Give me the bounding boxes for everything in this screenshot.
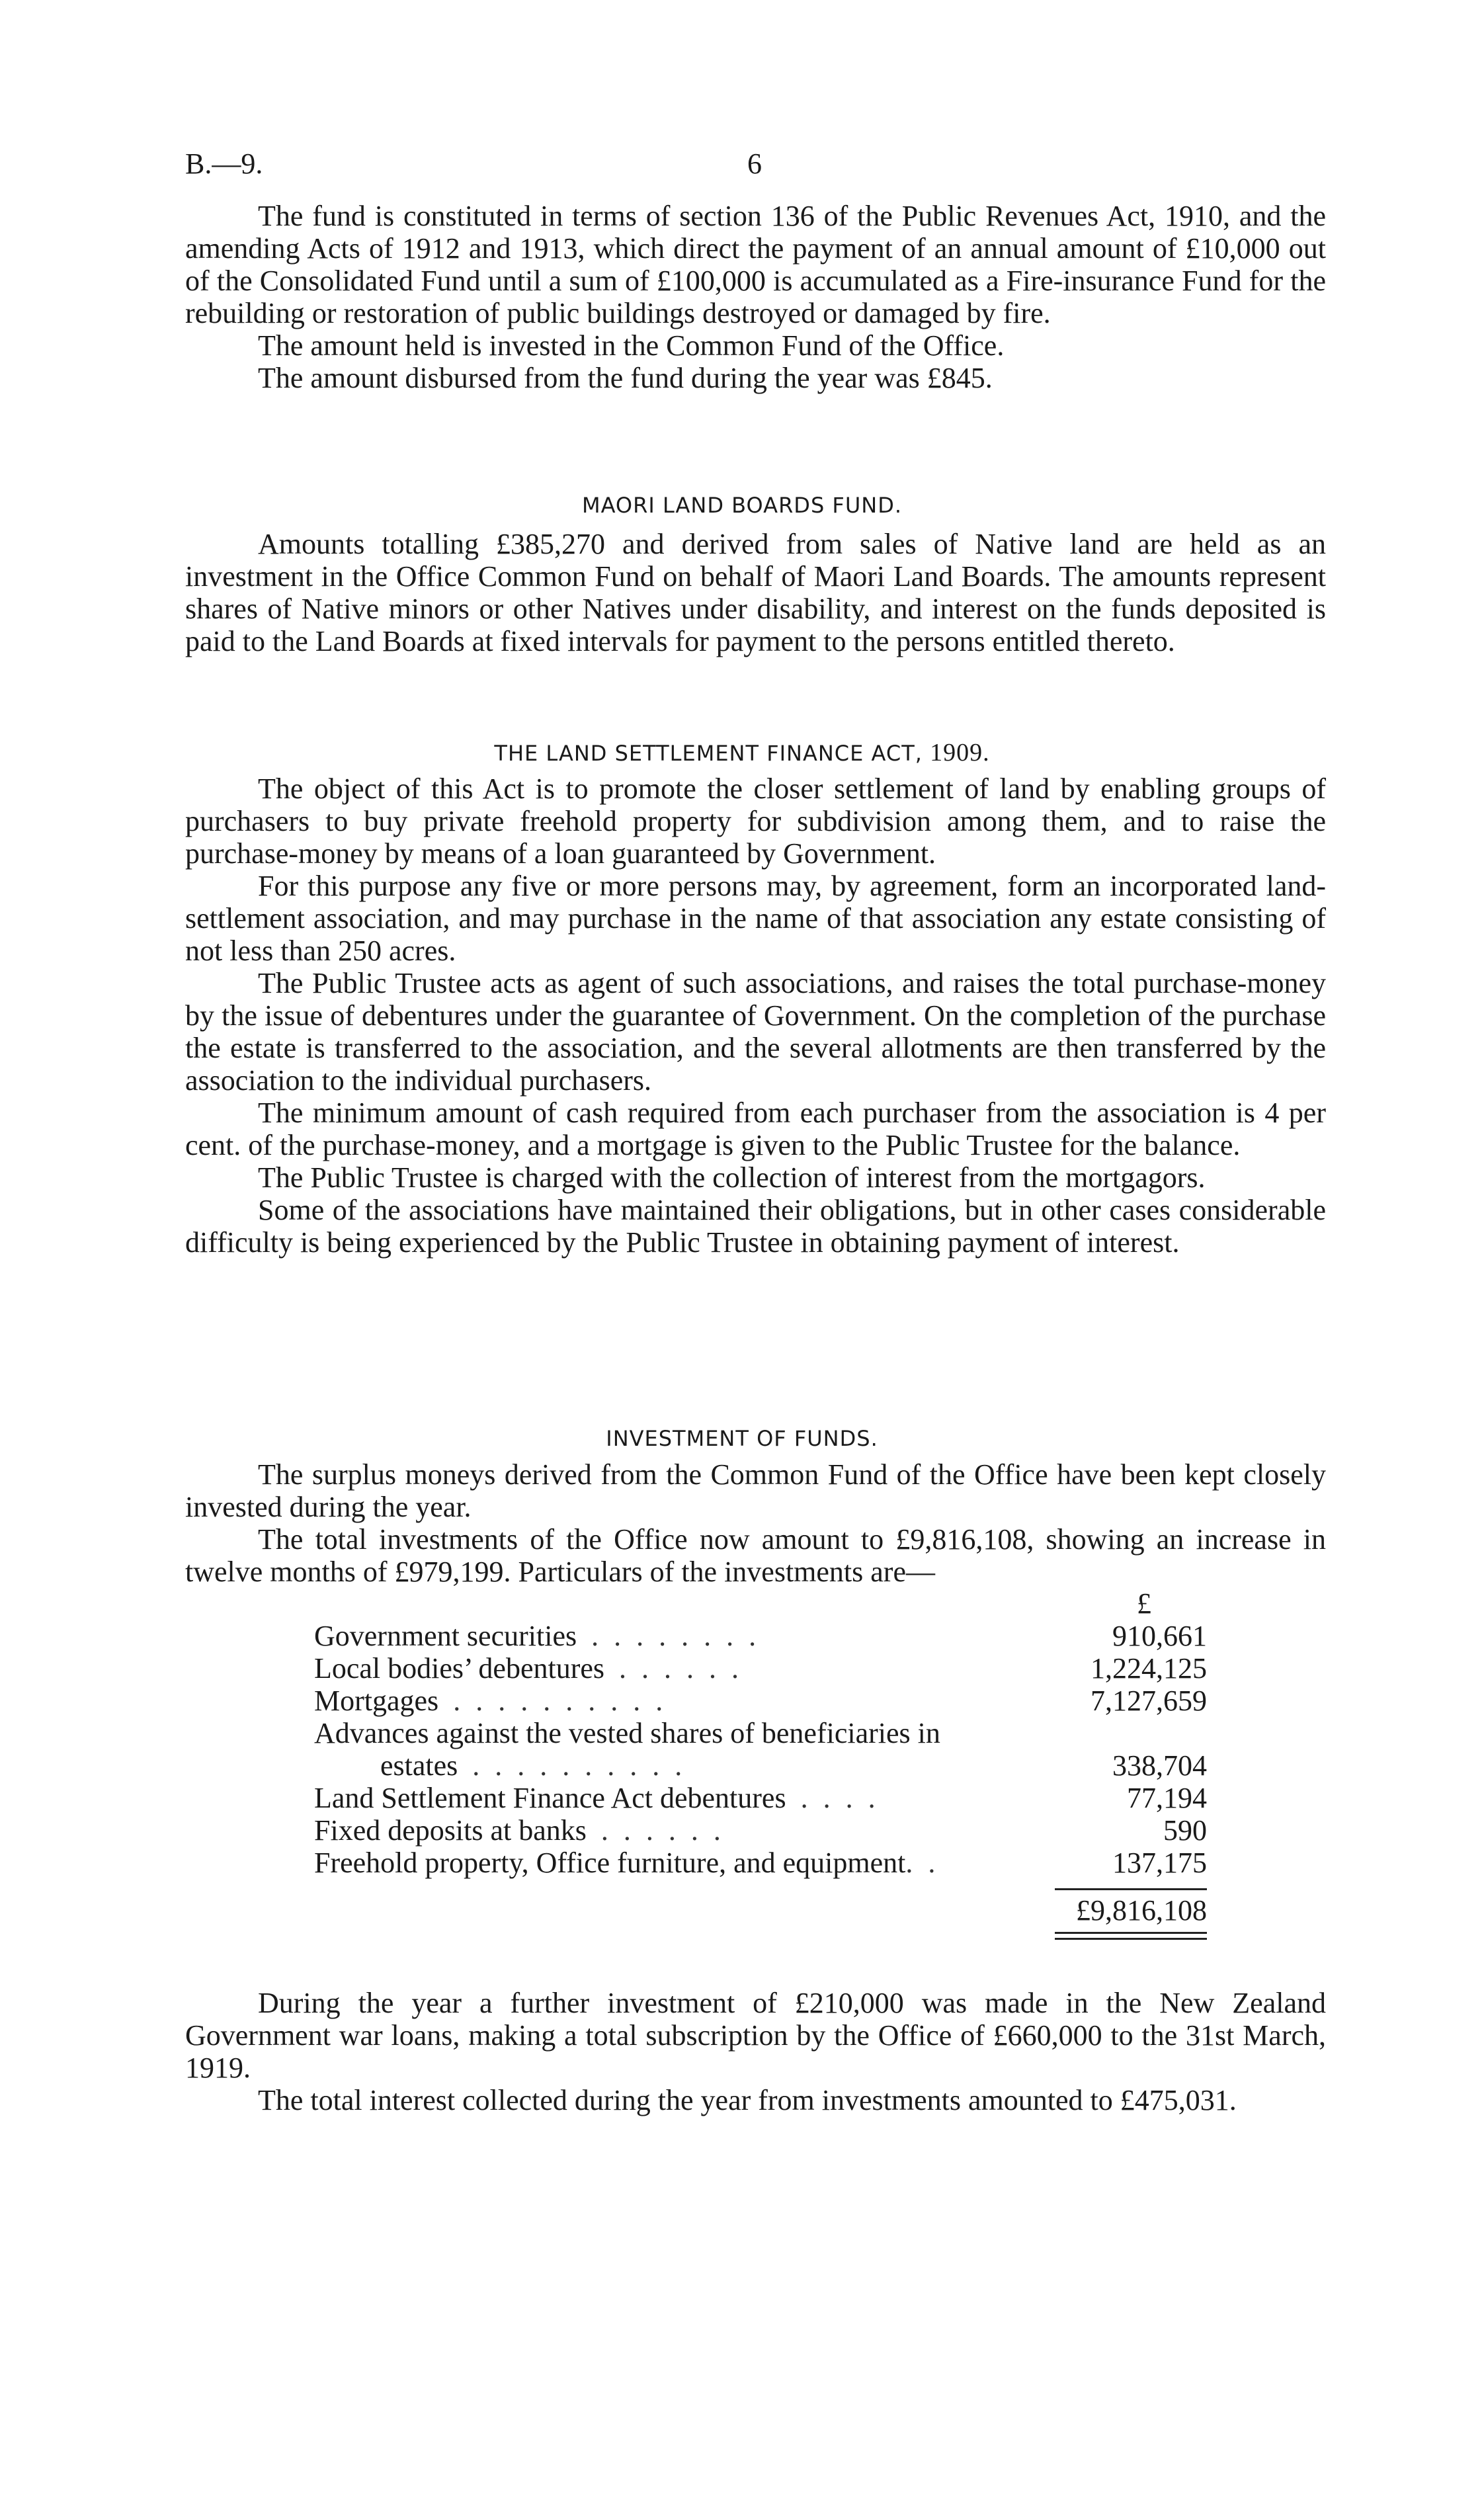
- table-row: [314, 1847, 1207, 1879]
- total-amount: £9,816,108: [1055, 1888, 1207, 1927]
- paragraph: The surplus moneys derived from the Common Fund of the Office have been kept closely invested during the year.: [185, 1458, 1326, 1523]
- row-label-text: Local bodies’ debentures: [314, 1652, 605, 1685]
- row-amount: 7,127,659: [1091, 1685, 1207, 1717]
- paragraph: Some of the associations have maintained their obligations, but in other cases considerable difficulty is being experienced by the Public Trustee in obtaining payment of interest.: [185, 1194, 1326, 1259]
- table-row: [314, 1717, 1207, 1749]
- paragraph: The object of this Act is to promote the closer settlement of land by enabling groups of purchasers to buy private freehold property for subdivision among them, and to raise the purchase-money by means of a loan guaranteed by Government.: [185, 772, 1326, 870]
- row-amount: 137,175: [1112, 1847, 1207, 1879]
- row-amount: 1,224,125: [1091, 1652, 1207, 1685]
- section-heading-maori-land-boards: MAORI LAND BOARDS FUND.: [581, 493, 902, 518]
- land-settlement-section: [185, 772, 1326, 1259]
- section-heading-land-settlement: [0, 738, 1484, 767]
- paragraph: The amount held is invested in the Common Fund of the Office.: [258, 329, 1005, 362]
- leader-dots: . . . . . .: [600, 1814, 725, 1847]
- table-row: [314, 1685, 1207, 1717]
- row-amount: 590: [1163, 1814, 1207, 1847]
- paragraph: For this purpose any five or more persons may, by agreement, form an incorporated land-settlement association, and may purchase in the name of that association any estate consisting of not less than 250 acres.: [185, 870, 1326, 967]
- table-row: [314, 1620, 1207, 1652]
- row-label: [314, 1847, 939, 1879]
- fire-fund-section: [185, 200, 1326, 394]
- table-row: [314, 1814, 1207, 1847]
- leader-dots: . . . . . . . .: [591, 1620, 761, 1652]
- investments-table: [314, 1587, 1207, 1940]
- paragraph: During the year a further investment of £210,000 was made in the New Zealand Government war loans, making a total subscription by the Office of £660,000 to the 31st March, 1919.: [185, 1987, 1326, 2084]
- row-label: [314, 1685, 667, 1717]
- page-number: 6: [747, 147, 762, 180]
- row-amount: 338,704: [1112, 1749, 1207, 1782]
- heading-year: 1909.: [930, 739, 990, 767]
- heading-text: THE LAND SETTLEMENT FINANCE ACT,: [494, 741, 923, 766]
- leader-dots: . . . . . . . . . .: [453, 1685, 667, 1717]
- maori-section: [185, 528, 1326, 657]
- table-row: [314, 1749, 1207, 1782]
- total-double-rule: [1055, 1932, 1207, 1940]
- row-label: [314, 1717, 940, 1749]
- row-amount: 77,194: [1127, 1782, 1207, 1814]
- row-label-text: Land Settlement Finance Act debentures: [314, 1782, 786, 1814]
- currency-unit: £: [1137, 1587, 1151, 1620]
- investment-closing-section: [185, 1987, 1326, 2116]
- leader-dots: . .: [905, 1847, 940, 1879]
- document-reference: B.—9.: [185, 147, 263, 180]
- section-heading-investment: INVESTMENT OF FUNDS.: [606, 1426, 878, 1451]
- row-label-text: Advances against the vested shares of beneficiaries in: [314, 1717, 940, 1749]
- row-label-text: Freehold property, Office furniture, and equipment: [314, 1847, 906, 1879]
- paragraph: The total interest collected during the year from investments amounted to £475,031.: [258, 2084, 1237, 2116]
- leader-dots: . . . .: [800, 1782, 880, 1814]
- row-label: [314, 1652, 743, 1685]
- paragraph: The Public Trustee is charged with the collection of interest from the mortgagors.: [258, 1161, 1206, 1194]
- row-amount: 910,661: [1112, 1620, 1207, 1652]
- row-label: [314, 1620, 760, 1652]
- investment-section: [185, 1458, 1326, 1588]
- currency-unit-row: [314, 1587, 1207, 1620]
- leader-dots: . . . . . . . . . .: [472, 1749, 686, 1782]
- paragraph: The Public Trustee acts as agent of such associations, and raises the total purchase-money by the issue of debentures under the guarantee of Government. On the completion of the purchase the estate is transferred to the association, and the several allotments are then transferred by the association to the individual purchasers.: [185, 967, 1326, 1097]
- leader-dots: . . . . . .: [619, 1652, 743, 1685]
- row-label: [314, 1749, 686, 1782]
- row-label-text: estates: [380, 1749, 458, 1782]
- paragraph: Amounts totalling £385,270 and derived from sales of Native land are held as an investment in the Office Common Fund on behalf of Maori Land Boards. The amounts represent shares of Native minors or other Natives under disability, and interest on the funds deposited is paid to the Land Boards at fixed intervals for payment to the persons entitled thereto.: [185, 528, 1326, 657]
- row-label-text: Government securities: [314, 1620, 577, 1652]
- paragraph: The fund is constituted in terms of section 136 of the Public Revenues Act, 1910, and the amending Acts of 1912 and 1913, which direct the payment of an annual amount of £10,000 out of the Consolidated Fund until a sum of £100,000 is accumulated as a Fire-insurance Fund for the rebuilding or restoration of public buildings destroyed or damaged by fire.: [185, 200, 1326, 329]
- total-row: [314, 1888, 1207, 1927]
- paragraph: The total investments of the Office now amount to £9,816,108, showing an increase in twelve months of £979,199. Particulars of the investments are—: [185, 1523, 1326, 1588]
- table-row: [314, 1782, 1207, 1814]
- paragraph: The minimum amount of cash required from each purchaser from the association is 4 per cent. of the purchase-money, and a mortgage is given to the Public Trustee for the balance.: [185, 1097, 1326, 1161]
- row-label-text: Fixed deposits at banks: [314, 1814, 587, 1847]
- row-label-text: Mortgages: [314, 1685, 439, 1717]
- row-label: [314, 1782, 880, 1814]
- table-row: [314, 1652, 1207, 1685]
- row-label: [314, 1814, 725, 1847]
- paragraph: The amount disbursed from the fund during the year was £845.: [258, 362, 993, 394]
